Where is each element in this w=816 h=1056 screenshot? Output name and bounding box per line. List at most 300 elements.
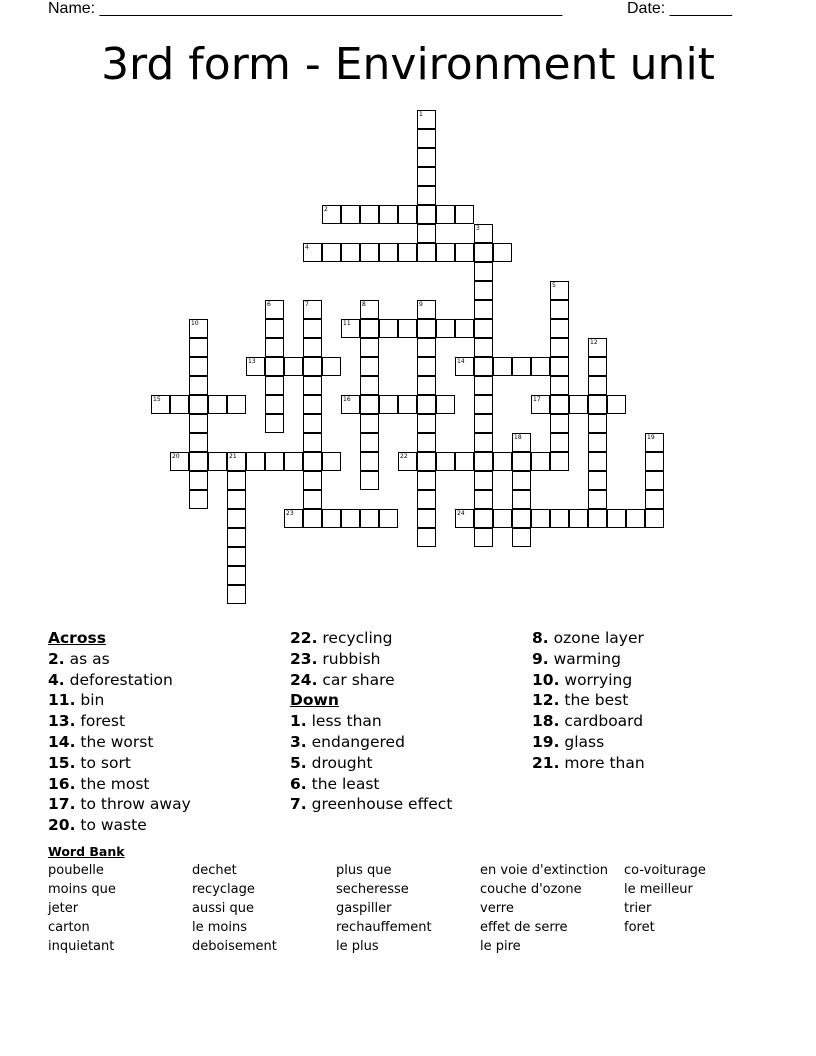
grid-cell[interactable] [170, 395, 189, 414]
grid-cell[interactable] [417, 205, 436, 224]
grid-cell[interactable] [227, 528, 246, 547]
grid-cell[interactable] [550, 452, 569, 471]
clue-number: 11 [343, 320, 351, 327]
grid-cell[interactable] [474, 471, 493, 490]
clue-item [532, 649, 772, 670]
grid-cell[interactable] [417, 395, 436, 414]
grid-cell[interactable] [189, 452, 208, 471]
grid-cell[interactable] [189, 338, 208, 357]
grid-cell[interactable] [379, 319, 398, 338]
grid-cell[interactable] [436, 243, 455, 262]
grid-cell[interactable] [303, 319, 322, 338]
grid-cell[interactable] [455, 243, 474, 262]
clue-item [48, 711, 288, 732]
word-bank-item: recyclage [192, 882, 255, 897]
grid-cell[interactable] [265, 452, 284, 471]
grid-cell[interactable] [360, 243, 379, 262]
grid-cell[interactable] [417, 452, 436, 471]
grid-cell[interactable] [265, 376, 284, 395]
grid-cell[interactable] [360, 376, 379, 395]
clue-item [48, 774, 288, 795]
grid-cell[interactable] [550, 509, 569, 528]
clue-text: more than [559, 753, 645, 772]
word-bank-item: le meilleur [624, 882, 693, 897]
word-bank-item: en voie d'extinction [480, 863, 609, 878]
grid-cell[interactable] [303, 357, 322, 376]
grid-cell[interactable] [626, 509, 645, 528]
date-line: Date: _______ [627, 0, 732, 17]
word-bank-item: couche d'ozone [480, 882, 582, 897]
grid-cell[interactable] [417, 148, 436, 167]
clue-text: to waste [75, 816, 147, 835]
grid-cell[interactable] [284, 452, 303, 471]
grid-cell[interactable] [303, 471, 322, 490]
clue-item [290, 774, 530, 795]
grid-cell[interactable] [417, 243, 436, 262]
grid-cell[interactable] [341, 509, 360, 528]
grid-cell[interactable] [360, 414, 379, 433]
grid-cell[interactable] [512, 471, 531, 490]
grid-cell[interactable] [170, 452, 189, 471]
clue-text: greenhouse effect [306, 795, 453, 814]
grid-cell[interactable] [398, 452, 417, 471]
grid-cell[interactable] [189, 433, 208, 452]
grid-cell[interactable] [360, 433, 379, 452]
clue-item [48, 815, 288, 836]
clue-text: as as [64, 649, 110, 668]
clue-text: rubbish [317, 649, 381, 668]
clue-number: 13 [248, 358, 256, 365]
grid-cell[interactable] [303, 509, 322, 528]
grid-cell[interactable] [379, 509, 398, 528]
clue-number: 2. [48, 649, 65, 668]
grid-cell[interactable] [588, 452, 607, 471]
clue-text: worrying [559, 670, 633, 689]
grid-cell[interactable] [531, 452, 550, 471]
grid-cell[interactable] [436, 452, 455, 471]
grid-cell[interactable] [417, 186, 436, 205]
grid-cell[interactable] [550, 281, 569, 300]
grid-cell[interactable] [265, 300, 284, 319]
clue-number: 23 [286, 510, 294, 517]
grid-cell[interactable] [588, 376, 607, 395]
clues-column-2 [290, 628, 530, 815]
grid-cell[interactable] [550, 395, 569, 414]
clue-text: less than [306, 712, 382, 731]
grid-cell[interactable] [227, 452, 246, 471]
grid-cell[interactable] [417, 167, 436, 186]
grid-cell[interactable] [550, 376, 569, 395]
grid-cell[interactable] [303, 300, 322, 319]
grid-cell[interactable] [645, 433, 664, 452]
word-bank-item: dechet [192, 863, 237, 878]
grid-cell[interactable] [455, 452, 474, 471]
grid-cell[interactable] [436, 319, 455, 338]
grid-cell[interactable] [265, 357, 284, 376]
grid-cell[interactable] [417, 129, 436, 148]
grid-cell[interactable] [417, 376, 436, 395]
clue-number: 24. [290, 670, 318, 689]
clue-number: 19 [647, 434, 655, 441]
clue-number: 1. [290, 712, 307, 731]
grid-cell[interactable] [474, 300, 493, 319]
clue-text: the best [559, 691, 629, 710]
grid-cell[interactable] [189, 376, 208, 395]
clue-number: 21 [229, 453, 237, 460]
grid-cell[interactable] [208, 452, 227, 471]
grid-cell[interactable] [360, 395, 379, 414]
grid-cell[interactable] [417, 490, 436, 509]
clue-number: 1 [419, 111, 423, 118]
grid-cell[interactable] [322, 452, 341, 471]
word-bank-item: aussi que [192, 901, 254, 916]
grid-cell[interactable] [398, 319, 417, 338]
grid-cell[interactable] [550, 433, 569, 452]
word-bank-item: poubelle [48, 863, 104, 878]
grid-cell[interactable] [189, 395, 208, 414]
clue-number: 5 [552, 282, 556, 289]
word-bank-title: Word Bank [48, 844, 125, 859]
grid-cell[interactable] [550, 300, 569, 319]
clue-number: 18 [514, 434, 522, 441]
clue-item [290, 732, 530, 753]
grid-cell[interactable] [227, 566, 246, 585]
grid-cell[interactable] [322, 243, 341, 262]
clue-item [48, 732, 288, 753]
grid-cell[interactable] [474, 262, 493, 281]
grid-cell[interactable] [341, 395, 360, 414]
grid-cell[interactable] [493, 509, 512, 528]
grid-cell[interactable] [360, 338, 379, 357]
grid-cell[interactable] [360, 471, 379, 490]
grid-cell[interactable] [227, 471, 246, 490]
clue-number: 9. [532, 649, 549, 668]
clue-number: 6 [267, 301, 271, 308]
clue-number: 17 [533, 396, 541, 403]
grid-cell[interactable] [284, 357, 303, 376]
grid-cell[interactable] [645, 471, 664, 490]
grid-cell[interactable] [417, 224, 436, 243]
grid-cell[interactable] [227, 585, 246, 604]
clue-number: 19. [532, 732, 560, 751]
grid-cell[interactable] [474, 319, 493, 338]
clue-text: warming [548, 649, 621, 668]
grid-cell[interactable] [512, 528, 531, 547]
clue-text: deforestation [64, 670, 173, 689]
word-bank-item: verre [480, 901, 514, 916]
clue-number: 20. [48, 816, 76, 835]
clue-number: 22. [290, 629, 318, 647]
clue-text: the least [306, 774, 380, 793]
grid-cell[interactable] [303, 338, 322, 357]
grid-cell[interactable] [474, 433, 493, 452]
grid-cell[interactable] [360, 319, 379, 338]
grid-cell[interactable] [265, 338, 284, 357]
clue-item [48, 753, 288, 774]
clue-number: 17. [48, 795, 76, 814]
word-bank-item: gaspiller [336, 901, 392, 916]
clue-number: 15 [153, 396, 161, 403]
grid-cell[interactable] [588, 490, 607, 509]
grid-cell[interactable] [227, 490, 246, 509]
grid-cell[interactable] [189, 357, 208, 376]
clue-item [532, 670, 772, 691]
grid-cell[interactable] [341, 243, 360, 262]
grid-cell[interactable] [512, 433, 531, 452]
grid-cell[interactable] [303, 376, 322, 395]
grid-cell[interactable] [417, 414, 436, 433]
clue-item [290, 794, 530, 815]
grid-cell[interactable] [474, 243, 493, 262]
grid-cell[interactable] [588, 509, 607, 528]
clues-column-3 [532, 628, 772, 774]
clue-item [48, 670, 288, 691]
grid-cell[interactable] [588, 357, 607, 376]
word-bank-item: jeter [48, 901, 79, 916]
grid-cell[interactable] [645, 490, 664, 509]
clue-number: 21. [532, 753, 560, 772]
grid-cell[interactable] [227, 509, 246, 528]
grid-cell[interactable] [322, 509, 341, 528]
grid-cell[interactable] [360, 300, 379, 319]
grid-cell[interactable] [417, 509, 436, 528]
clue-number: 8 [362, 301, 366, 308]
grid-cell[interactable] [569, 509, 588, 528]
grid-cell[interactable] [246, 452, 265, 471]
grid-cell[interactable] [607, 509, 626, 528]
grid-cell[interactable] [398, 243, 417, 262]
word-bank-item: moins que [48, 882, 116, 897]
word-bank-item: foret [624, 920, 655, 935]
clue-item [290, 628, 530, 649]
clue-number: 14 [457, 358, 465, 365]
clue-item [290, 711, 530, 732]
grid-cell[interactable] [303, 452, 322, 471]
grid-cell[interactable] [474, 490, 493, 509]
grid-cell[interactable] [265, 395, 284, 414]
grid-cell[interactable] [512, 509, 531, 528]
clue-item [532, 732, 772, 753]
grid-cell[interactable] [303, 395, 322, 414]
grid-cell[interactable] [588, 338, 607, 357]
grid-cell[interactable] [493, 357, 512, 376]
grid-cell[interactable] [208, 395, 227, 414]
clue-item [290, 753, 530, 774]
grid-cell[interactable] [284, 509, 303, 528]
grid-cell[interactable] [303, 414, 322, 433]
word-bank-item: effet de serre [480, 920, 568, 935]
grid-cell[interactable] [303, 433, 322, 452]
clues-column-1 [48, 628, 288, 836]
word-bank-item: le moins [192, 920, 247, 935]
clue-number: 3. [290, 732, 307, 751]
grid-cell[interactable] [322, 357, 341, 376]
word-bank-item: secheresse [336, 882, 409, 897]
grid-cell[interactable] [512, 357, 531, 376]
grid-cell[interactable] [341, 319, 360, 338]
grid-cell[interactable] [474, 224, 493, 243]
grid-cell[interactable] [455, 357, 474, 376]
down-heading: Down [290, 691, 339, 710]
clue-text: the worst [75, 732, 154, 751]
clue-text: drought [306, 753, 373, 772]
grid-cell[interactable] [588, 471, 607, 490]
grid-cell[interactable] [474, 414, 493, 433]
grid-cell[interactable] [607, 395, 626, 414]
clue-number: 13. [48, 712, 76, 731]
word-bank-item: co-voiturage [624, 863, 706, 878]
grid-cell[interactable] [417, 300, 436, 319]
clue-number: 22 [400, 453, 408, 460]
clue-item [532, 628, 772, 649]
grid-cell[interactable] [436, 205, 455, 224]
grid-cell[interactable] [455, 205, 474, 224]
clue-number: 12. [532, 691, 560, 710]
grid-cell[interactable] [398, 395, 417, 414]
clue-text: cardboard [559, 712, 644, 731]
grid-cell[interactable] [550, 338, 569, 357]
clue-number: 23. [290, 649, 318, 668]
clue-item [532, 753, 772, 774]
grid-cell[interactable] [341, 205, 360, 224]
clue-number: 4 [305, 244, 309, 251]
clue-text: car share [317, 670, 395, 689]
grid-cell[interactable] [531, 509, 550, 528]
grid-cell[interactable] [379, 205, 398, 224]
grid-cell[interactable] [417, 433, 436, 452]
word-bank-item: carton [48, 920, 90, 935]
grid-cell[interactable] [360, 452, 379, 471]
grid-cell[interactable] [265, 414, 284, 433]
grid-cell[interactable] [474, 528, 493, 547]
clue-number: 5. [290, 753, 307, 772]
clue-item [48, 794, 288, 815]
word-bank-item: rechauffement [336, 920, 432, 935]
grid-cell[interactable] [189, 319, 208, 338]
clue-item [290, 670, 530, 691]
grid-cell[interactable] [360, 357, 379, 376]
clue-number: 15. [48, 753, 76, 772]
grid-cell[interactable] [474, 452, 493, 471]
grid-cell[interactable] [474, 338, 493, 357]
clue-number: 14. [48, 732, 76, 751]
grid-cell[interactable] [474, 509, 493, 528]
grid-cell[interactable] [493, 243, 512, 262]
grid-cell[interactable] [189, 471, 208, 490]
clue-number: 6. [290, 774, 307, 793]
grid-cell[interactable] [417, 357, 436, 376]
grid-cell[interactable] [417, 338, 436, 357]
page-title: 3rd form - Environment unit [101, 39, 715, 90]
clue-number: 7. [290, 795, 307, 814]
grid-cell[interactable] [512, 490, 531, 509]
clue-number: 10 [191, 320, 199, 327]
clue-text: to sort [75, 753, 131, 772]
grid-cell[interactable] [550, 357, 569, 376]
word-bank-item: trier [624, 901, 652, 916]
clue-text: the most [75, 774, 150, 793]
clue-item [532, 690, 772, 711]
grid-cell[interactable] [417, 471, 436, 490]
clue-number: 20 [172, 453, 180, 460]
grid-cell[interactable] [303, 490, 322, 509]
grid-cell[interactable] [227, 395, 246, 414]
clue-number: 16. [48, 774, 76, 793]
clue-text: forest [75, 712, 126, 731]
grid-cell[interactable] [569, 395, 588, 414]
grid-cell[interactable] [645, 509, 664, 528]
grid-cell[interactable] [398, 205, 417, 224]
clue-text: recycling [317, 629, 393, 647]
grid-cell[interactable] [531, 357, 550, 376]
grid-cell[interactable] [417, 319, 436, 338]
grid-cell[interactable] [474, 281, 493, 300]
clue-number: 9 [419, 301, 423, 308]
grid-cell[interactable] [417, 110, 436, 129]
grid-cell[interactable] [379, 395, 398, 414]
grid-cell[interactable] [455, 319, 474, 338]
clue-item [532, 711, 772, 732]
clue-item [290, 649, 530, 670]
clue-item [48, 690, 288, 711]
grid-cell[interactable] [474, 395, 493, 414]
clue-number: 4. [48, 670, 65, 689]
grid-cell[interactable] [417, 528, 436, 547]
word-bank-item: plus que [336, 863, 392, 878]
word-bank-item: inquietant [48, 939, 115, 954]
grid-cell[interactable] [227, 547, 246, 566]
word-bank-item: deboisement [192, 939, 277, 954]
grid-cell[interactable] [531, 395, 550, 414]
grid-cell[interactable] [265, 319, 284, 338]
clue-item [48, 649, 288, 670]
grid-cell[interactable] [550, 319, 569, 338]
grid-cell[interactable] [151, 395, 170, 414]
grid-cell[interactable] [303, 243, 322, 262]
grid-cell[interactable] [436, 395, 455, 414]
grid-cell[interactable] [322, 205, 341, 224]
clue-text: ozone layer [548, 629, 644, 647]
grid-cell[interactable] [189, 490, 208, 509]
clue-number: 16 [343, 396, 351, 403]
grid-cell[interactable] [474, 357, 493, 376]
grid-cell[interactable] [246, 357, 265, 376]
grid-cell[interactable] [455, 509, 474, 528]
clue-number: 11. [48, 691, 76, 710]
clue-number: 12 [590, 339, 598, 346]
grid-cell[interactable] [189, 414, 208, 433]
grid-cell[interactable] [360, 205, 379, 224]
grid-cell[interactable] [360, 509, 379, 528]
grid-cell[interactable] [493, 452, 512, 471]
name-line: Name: ____________________________________________________ [48, 0, 563, 17]
grid-cell[interactable] [588, 395, 607, 414]
grid-cell[interactable] [512, 452, 531, 471]
clue-number: 18. [532, 712, 560, 731]
grid-cell[interactable] [588, 433, 607, 452]
grid-cell[interactable] [474, 376, 493, 395]
clue-text: bin [75, 691, 105, 710]
grid-cell[interactable] [645, 452, 664, 471]
clue-number: 10. [532, 670, 560, 689]
across-heading: Across [48, 629, 106, 647]
clue-number: 3 [476, 225, 480, 232]
clue-text: glass [559, 732, 605, 751]
grid-cell[interactable] [550, 414, 569, 433]
grid-cell[interactable] [379, 243, 398, 262]
clue-number: 24 [457, 510, 465, 517]
grid-cell[interactable] [588, 414, 607, 433]
